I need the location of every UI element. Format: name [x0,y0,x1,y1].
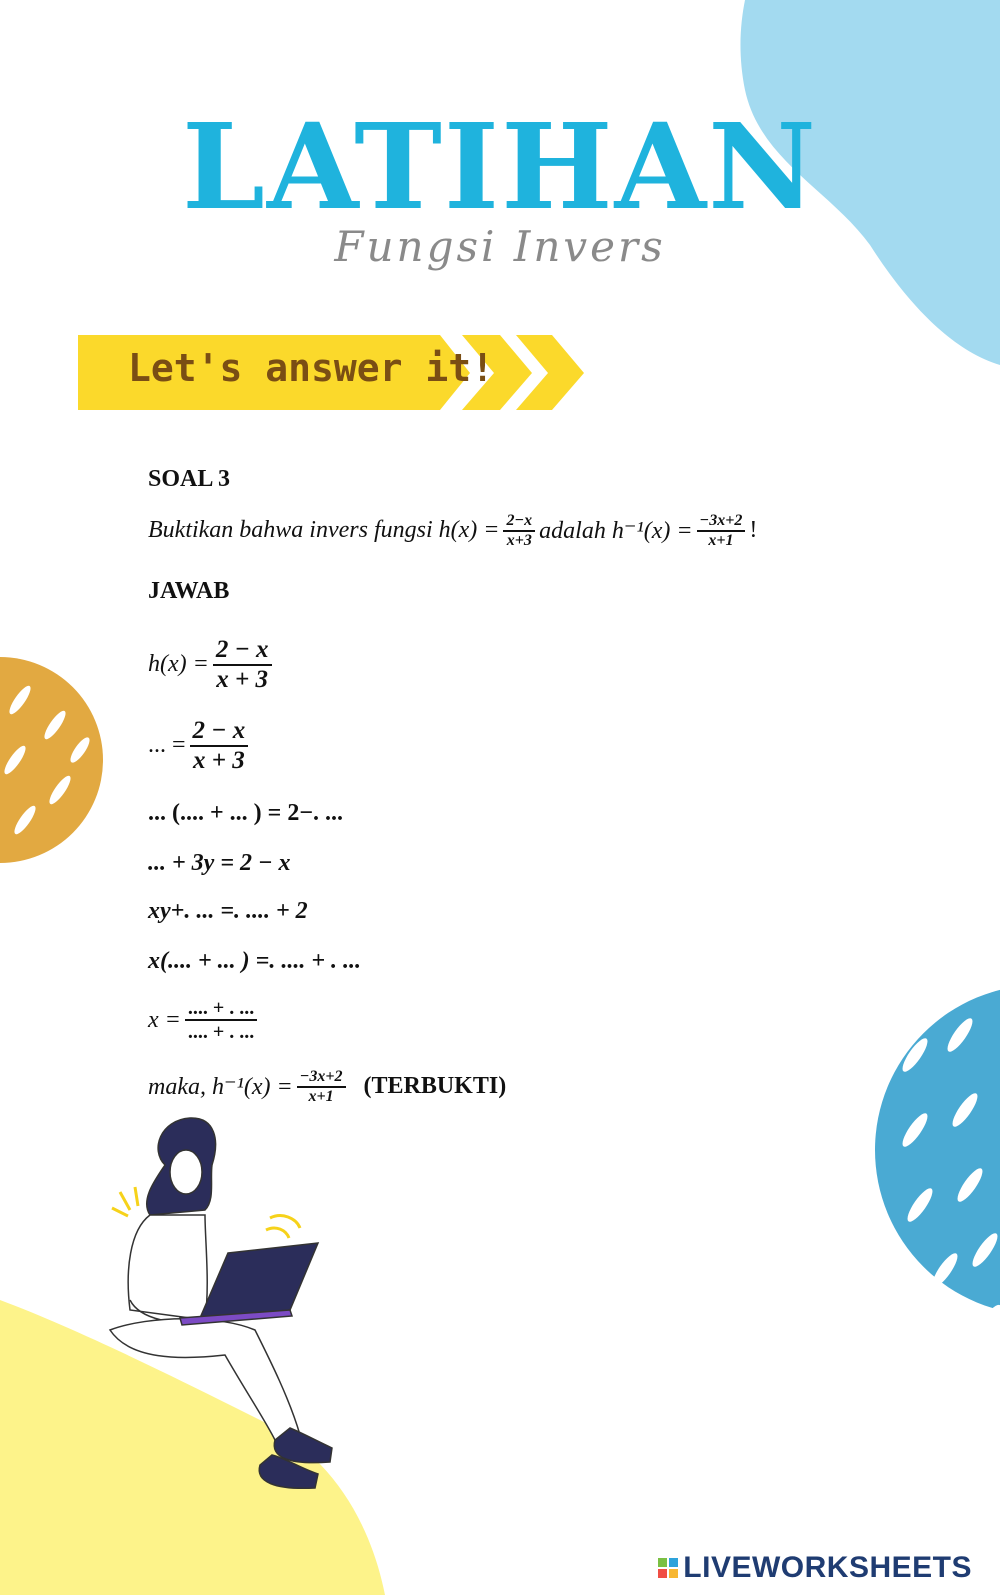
fraction-denominator: .... + . ... [187,1021,255,1043]
question-middle: adalah h⁻¹(x) = [539,518,693,545]
question-fraction-1 [503,512,535,549]
question-suffix: ! [749,517,758,544]
fraction-denominator: x + 3 [216,665,269,693]
question-heading: SOAL 3 [148,466,231,492]
answer-label: JAWAB [148,578,230,604]
fraction-numerator: −3x+2 [297,1068,346,1088]
watermark-text: LIVEWORKSHEETS [683,1551,972,1584]
step-1-fraction [213,636,272,693]
step-6: x(.... + ... ) =. .... + . ... [148,948,362,974]
step-8-lhs: maka, h⁻¹(x) = [148,1074,293,1101]
step-7-lhs: x = [148,1006,181,1033]
step-7 [148,997,261,1043]
page-title: LATIHAN [182,97,818,236]
blue-dotted-circle [875,985,1000,1338]
fraction-denominator: x + 3 [193,746,245,774]
step-2-lhs: ... = [148,732,186,758]
fraction-denominator: x+1 [708,531,734,549]
fraction-denominator: x+1 [308,1087,334,1105]
page-subtitle: Fungsi Invers [334,222,666,271]
step-7-fraction [185,997,257,1043]
liveworksheets-logo-icon [658,1558,678,1578]
step-2-fraction [190,717,249,774]
step-1-lhs: h(x) = [148,651,209,677]
step-4: ... + 3y = 2 − x [148,850,291,876]
liveworksheets-watermark[interactable] [658,1551,972,1585]
fraction-numerator: 2 − x [213,636,272,666]
fraction-numerator: 2−x [503,512,535,532]
step-1 [148,636,276,693]
step-5: xy+. ... =. .... + 2 [148,898,308,924]
step-2 [148,717,252,774]
step-8-fraction [297,1068,346,1105]
fraction-numerator: 2 − x [190,717,249,747]
step-3: ... (.... + ... ) = 2−. ... [148,800,344,826]
step-8 [148,1068,506,1105]
question-text [148,512,757,549]
proven-tag: (TERBUKTI) [363,1073,507,1100]
question-prefix: Buktikan bahwa invers fungsi h(x) = [148,517,500,544]
fraction-numerator: −3x+2 [697,512,746,532]
orange-dotted-circle [0,657,103,863]
fraction-denominator: x+3 [506,531,532,549]
fraction-numerator: .... + . ... [185,997,257,1021]
banner-label: Let's answer it! [128,346,495,390]
question-fraction-2 [697,512,746,549]
